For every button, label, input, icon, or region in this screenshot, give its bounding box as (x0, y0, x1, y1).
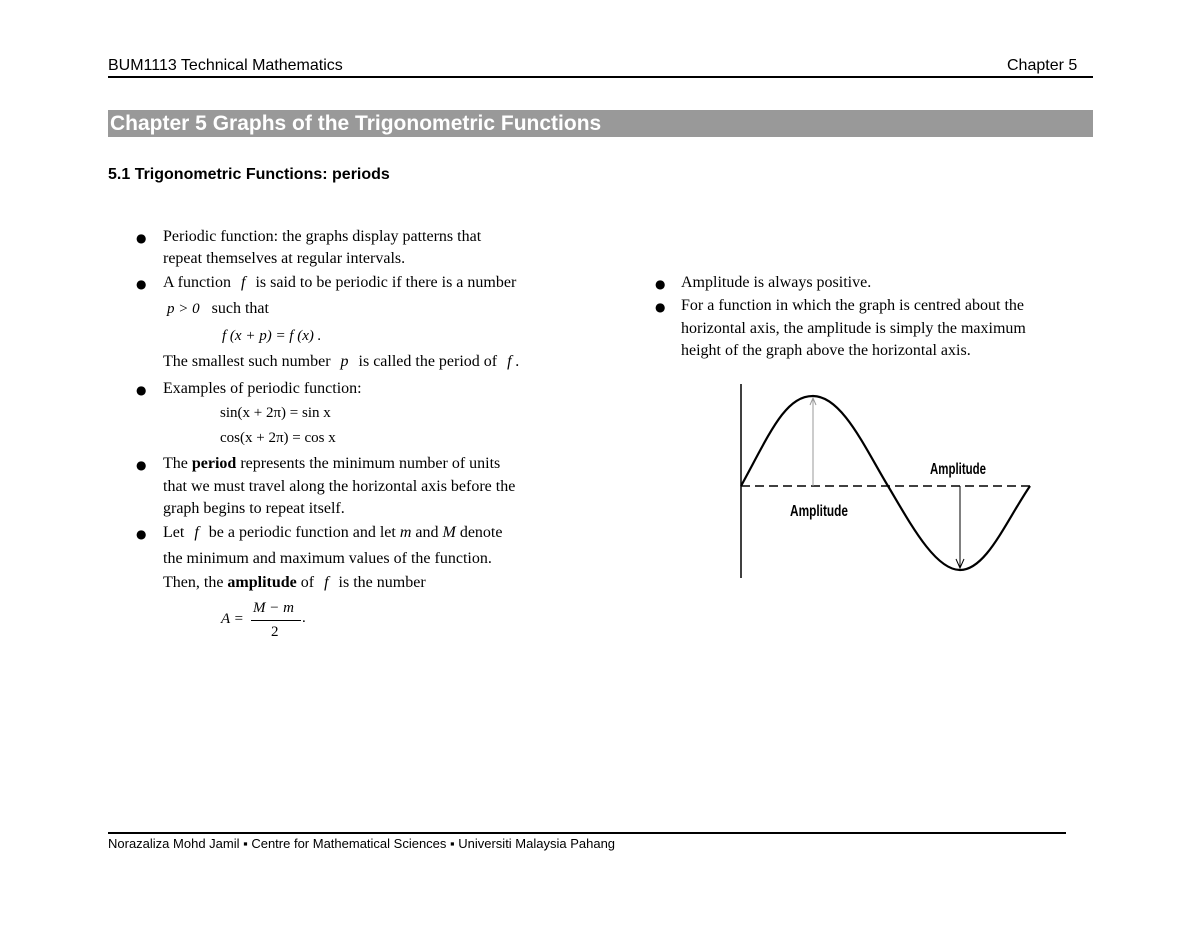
text-fragment: is the number (338, 574, 426, 591)
amplitude-label-bottom: Amplitude (790, 503, 849, 520)
text-fragment: denote (459, 524, 503, 541)
bullet-amplitude-line1 (163, 523, 502, 543)
sine-curve (741, 396, 1030, 570)
bullet-icon: ● (136, 383, 147, 397)
bullet-periodic-line2: repeat themselves at regular intervals. (163, 250, 406, 267)
bullet-definition-line2 (167, 299, 269, 319)
text-fragment: The (163, 455, 188, 472)
math-p: p (340, 353, 349, 370)
bullet-definition-line4 (163, 352, 520, 372)
footer-rule (108, 832, 1066, 834)
text-fragment: The smallest such number (163, 353, 331, 370)
math-f: f (194, 524, 199, 541)
bullet-centred-line3: height of the graph above the horizontal axis. (681, 342, 971, 359)
text-fragment: A function (163, 274, 231, 291)
bullet-centred-line2: horizontal axis, the amplitude is simply the maximum (681, 320, 1026, 337)
formula-A: A = (221, 611, 244, 627)
formula-denominator: 2 (271, 624, 279, 640)
bullet-examples: Examples of periodic function: (163, 380, 362, 397)
equation-sin: sin(x + 2π) = sin x (220, 405, 331, 421)
amplitude-label-top: Amplitude (930, 461, 987, 478)
text-fragment: is said to be periodic if there is a number (255, 274, 517, 291)
math-f: f (241, 274, 246, 291)
formula-period: . (302, 610, 306, 626)
bullet-amplitude-line2: the minimum and maximum values of the function. (163, 550, 492, 567)
math-M: M (442, 524, 456, 541)
equation-cos: cos(x + 2π) = cos x (220, 430, 336, 446)
math-f: f . (507, 353, 520, 370)
chapter-banner: Chapter 5 Graphs of the Trigonometric Functions (108, 110, 1093, 137)
bullet-amplitude-line3 (163, 573, 426, 593)
section-title: 5.1 Trigonometric Functions: periods (108, 166, 390, 183)
text-fragment: represents the minimum number of units (240, 455, 501, 472)
bullet-icon: ● (655, 300, 666, 314)
math-m: m (399, 524, 412, 541)
header-rule (108, 76, 1093, 78)
amplitude-figure (730, 378, 1050, 588)
formula-numerator: M − m (253, 600, 294, 616)
text-fragment: of (300, 574, 315, 591)
bullet-period-line3: graph begins to repeat itself. (163, 500, 345, 517)
bullet-icon: ● (136, 458, 147, 472)
text-fragment: is called the period of (358, 353, 498, 370)
fraction-bar (251, 620, 301, 621)
bullet-centred-line1: For a function in which the graph is centred about the (681, 297, 1025, 314)
header-course: BUM1113 Technical Mathematics (108, 57, 343, 74)
text-fragment: be a periodic function and let (208, 524, 396, 541)
term-amplitude: amplitude (227, 574, 297, 591)
term-period: period (191, 455, 237, 472)
text-fragment: and (415, 524, 439, 541)
bullet-period-line2: that we must travel along the horizontal axis before the (163, 478, 516, 495)
text-fragment: Then, the (163, 574, 224, 591)
text-fragment: such that (211, 300, 269, 317)
bullet-icon: ● (136, 277, 147, 291)
bullet-icon: ● (136, 527, 147, 541)
bullet-periodic-line1: Periodic function: the graphs display patterns that (163, 228, 482, 245)
text-fragment: Let (163, 524, 185, 541)
equation-periodic: f (x + p) = f (x) . (222, 328, 322, 344)
footer-text: Norazaliza Mohd Jamil ▪ Centre for Mathematical Sciences ▪ Universiti Malaysia Pahang (108, 836, 616, 851)
bullet-icon: ● (136, 231, 147, 245)
bullet-amplitude-positive: Amplitude is always positive. (681, 274, 872, 291)
bullet-period-line1 (163, 454, 500, 474)
bullet-icon: ● (655, 277, 666, 291)
math-f: f (324, 574, 329, 591)
bullet-definition-line1 (163, 273, 516, 293)
header-chapter: Chapter 5 (1007, 57, 1078, 74)
math-condition: p > 0 (167, 301, 200, 317)
